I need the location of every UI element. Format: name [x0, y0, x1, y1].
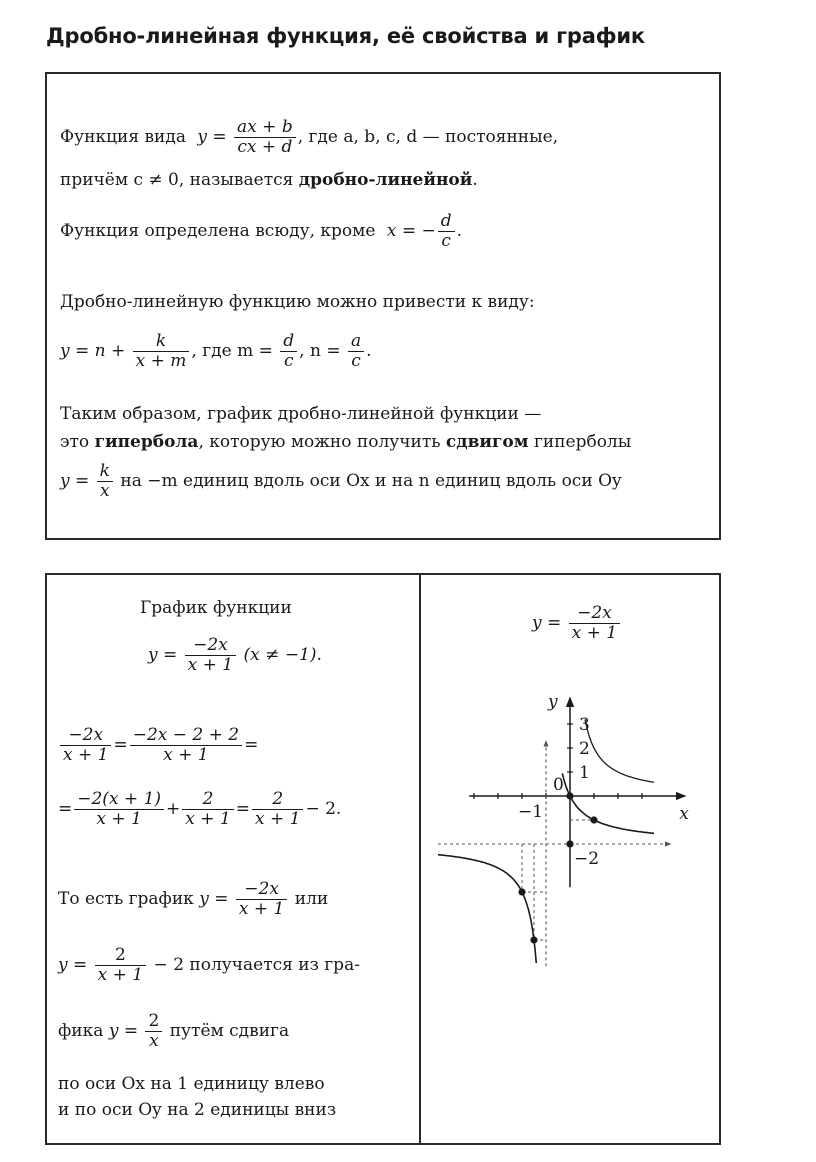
fraction — [236, 880, 287, 919]
transform-line-2 — [58, 790, 341, 829]
definition-line-6: Таким образом, график дробно-линейной функции — — [60, 404, 542, 424]
numerator: −2x − 2 + 2 — [132, 725, 240, 745]
denominator: c — [438, 231, 455, 251]
text: y = — [108, 1021, 139, 1041]
text: , где m = — [191, 341, 273, 361]
denominator: x + 1 — [130, 745, 242, 765]
bold-term: сдвигом — [445, 432, 529, 452]
numerator: d — [440, 211, 452, 231]
text: y = — [60, 471, 90, 491]
text: = — [113, 735, 128, 755]
numerator: 2 — [148, 1011, 160, 1031]
text: гиперболы — [528, 432, 632, 452]
definition-line-5 — [60, 332, 372, 371]
numerator: a — [350, 331, 362, 351]
numerator: −2x — [68, 725, 104, 745]
fraction — [438, 212, 455, 251]
denominator: x + 1 — [252, 809, 303, 829]
numerator: 2 — [114, 945, 126, 965]
y-axis-label: y — [548, 692, 558, 713]
text: или — [294, 889, 329, 909]
denominator: x + 1 — [182, 809, 233, 829]
denominator: x + 1 — [95, 965, 146, 985]
conclusion-line-5: и по оси Oy на 2 единицы вниз — [58, 1100, 337, 1120]
page-title: Дробно-линейная функция, её свойства и график — [46, 24, 645, 48]
text: , n = — [299, 341, 341, 361]
fraction — [130, 726, 242, 765]
definition-line-2 — [60, 170, 478, 190]
y-tick-label-minus-2: −2 — [574, 849, 600, 869]
fraction — [234, 118, 296, 157]
text: = — [235, 799, 250, 819]
definition-line-4: Дробно-линейную функцию можно привести к виду: — [60, 292, 535, 312]
transform-line-1 — [58, 726, 258, 765]
text: y = — [199, 889, 229, 909]
fraction — [348, 332, 364, 371]
text: , которую можно получить — [198, 432, 446, 452]
text: (x ≠ −1). — [243, 645, 322, 665]
fraction — [74, 790, 164, 829]
fraction — [145, 1012, 162, 1051]
fraction — [133, 332, 190, 371]
denominator: c — [280, 351, 297, 371]
denominator: c — [348, 351, 364, 371]
fraction — [185, 636, 236, 675]
conclusion-line-3 — [58, 1012, 289, 1051]
text: Функция определена всюду, кроме — [60, 221, 376, 241]
text: y = — [58, 955, 88, 975]
definition-line-7 — [60, 432, 631, 452]
fraction — [252, 790, 303, 829]
fraction — [569, 604, 620, 643]
denominator: x + 1 — [60, 745, 111, 765]
numerator: −2x — [577, 603, 612, 623]
marked-point — [530, 936, 537, 943]
y-tick-label-2: 2 — [579, 739, 590, 759]
text: = — [244, 735, 259, 755]
bold-term: дробно-линейной — [298, 170, 473, 190]
fraction — [280, 332, 297, 371]
fraction — [182, 790, 233, 829]
text: + — [166, 799, 181, 819]
numerator: 2 — [272, 789, 284, 809]
text: это — [60, 432, 95, 452]
example-formula — [148, 636, 322, 675]
numerator: k — [99, 461, 110, 481]
fraction — [95, 946, 146, 985]
x-axis-label: x — [679, 804, 689, 824]
text: . — [366, 341, 372, 361]
text: путём сдвига — [169, 1021, 290, 1041]
marked-point — [566, 792, 573, 799]
denominator: x — [97, 481, 113, 501]
example-heading: График функции — [140, 598, 292, 618]
text: , где a, b, c, d — постоянные, — [297, 127, 559, 147]
text: причём c ≠ 0, называется — [60, 170, 299, 190]
fraction — [60, 726, 111, 765]
numerator: −2(x + 1) — [77, 789, 162, 809]
text: на −m единиц вдоль оси Ox и на n единиц вдоль оси Oy — [120, 471, 622, 491]
text: . — [456, 221, 463, 241]
y-tick-label-1: 1 — [579, 763, 590, 783]
graph-formula — [532, 604, 622, 643]
denominator: x + 1 — [236, 899, 287, 919]
conclusion-line-1 — [58, 880, 328, 919]
text: − 2 получается из гра- — [153, 955, 360, 975]
numerator: d — [283, 331, 295, 351]
conclusion-line-2 — [58, 946, 360, 985]
marked-point — [518, 888, 525, 895]
denominator: x — [145, 1031, 162, 1051]
numerator: −2x — [193, 635, 228, 655]
numerator: ax + b — [237, 117, 293, 137]
origin-label: 0 — [553, 775, 564, 795]
text: − 2. — [305, 799, 342, 819]
numerator: 2 — [202, 789, 214, 809]
numerator: k — [155, 331, 167, 351]
denominator: x + 1 — [185, 655, 236, 675]
denominator: x + 1 — [74, 809, 164, 829]
text: Функция вида — [60, 127, 186, 147]
fraction — [97, 462, 113, 501]
text: y = n + — [60, 341, 126, 361]
denominator: x + 1 — [569, 623, 620, 643]
hyperbola-graph — [421, 680, 711, 980]
conclusion-line-4: по оси Ox на 1 единицу влево — [58, 1074, 325, 1094]
marked-point — [566, 840, 573, 847]
text: y = — [148, 645, 178, 665]
y-tick-label-3: 3 — [579, 715, 590, 735]
denominator: x + m — [133, 351, 190, 371]
x-tick-label-minus-1: −1 — [518, 802, 544, 822]
marked-point — [590, 816, 597, 823]
curve-y-2-over-x — [585, 719, 654, 782]
definition-line-1 — [60, 118, 558, 157]
numerator: −2x — [244, 879, 279, 899]
bold-term: гипербола — [94, 432, 199, 452]
text: То есть график — [58, 889, 194, 909]
text: y = — [197, 127, 227, 147]
text: . — [472, 170, 478, 190]
text: y = — [532, 613, 562, 633]
definition-line-8 — [60, 462, 622, 501]
curve-right-branch — [562, 773, 654, 833]
definition-line-3 — [60, 212, 462, 251]
text: = — [58, 799, 73, 819]
text: x = − — [386, 221, 436, 241]
denominator: cx + d — [234, 137, 296, 157]
text: фика — [58, 1021, 104, 1041]
